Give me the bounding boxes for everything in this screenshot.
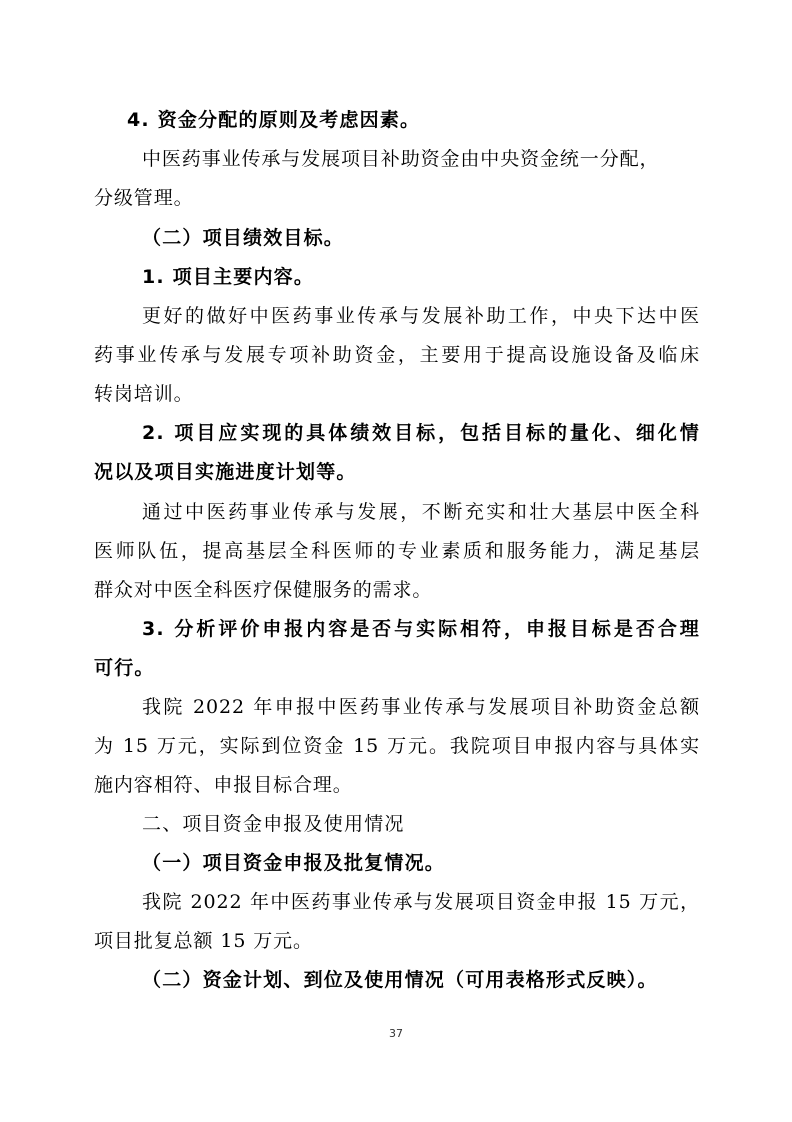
heading-fund-allocation: 4. 资金分配的原则及考虑因素。 (127, 109, 421, 131)
section-heading-performance-goals: （二）项目绩效目标。 (142, 227, 345, 249)
heading-specific-goals: 2. 项目应实现的具体绩效目标，包括目标的量化、细化情 (142, 422, 700, 444)
paragraph-line: 通过中医药事业传承与发展，不断充实和壮大基层中医全科 (142, 501, 700, 523)
heading-specific-goals-cont: 况以及项目实施进度计划等。 (94, 461, 357, 483)
paragraph-line: 药事业传承与发展专项补助资金，主要用于提高设施设备及临床 (94, 344, 700, 366)
paragraph-line: 更好的做好中医药事业传承与发展补助工作，中央下达中医 (142, 305, 700, 327)
subheading-fund-application: （一）项目资金申报及批复情况。 (142, 852, 446, 874)
paragraph-line: 群众对中医全科医疗保健服务的需求。 (94, 579, 433, 601)
subheading-fund-plan: （二）资金计划、到位及使用情况（可用表格形式反映）。 (142, 969, 658, 991)
paragraph-line: 转岗培训。 (94, 383, 194, 405)
section-heading-fund-usage: 二、项目资金申报及使用情况 (142, 813, 405, 835)
paragraph-line: 中医药事业传承与发展项目补助资金由中央资金统一分配， (142, 148, 660, 170)
heading-analysis-cont: 可行。 (94, 657, 155, 679)
paragraph-line: 我院 2022 年中医药事业传承与发展项目资金申报 15 万元， (142, 891, 700, 913)
paragraph-line: 医师队伍，提高基层全科医师的专业素质和服务能力，满足基层 (94, 540, 700, 562)
paragraph-line: 我院 2022 年申报中医药事业传承与发展项目补助资金总额 (142, 696, 700, 718)
paragraph-line: 项目批复总额 15 万元。 (94, 930, 313, 952)
paragraph-line: 施内容相符、申报目标合理。 (94, 774, 353, 796)
heading-main-content: 1. 项目主要内容。 (142, 266, 315, 288)
page-number: 37 (389, 1027, 403, 1040)
paragraph-line: 为 15 万元，实际到位资金 15 万元。我院项目申报内容与具体实 (94, 735, 700, 757)
paragraph-line: 分级管理。 (94, 187, 194, 209)
heading-analysis: 3. 分析评价申报内容是否与实际相符，申报目标是否合理 (142, 618, 700, 640)
